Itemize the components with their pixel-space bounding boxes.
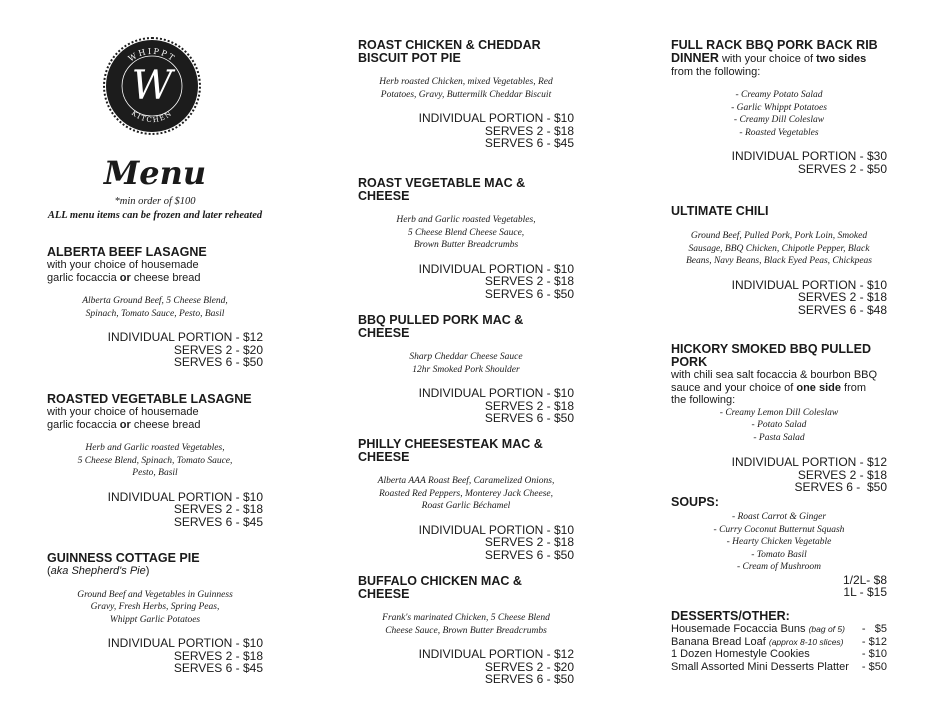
item-description: Frank's marinated Chicken, 5 Cheese Blend Cheese Sauce, Brown Butter Breadcrumbs (382, 613, 550, 636)
menu-item-hickory-pork (671, 343, 887, 494)
item-description: Ground Beef, Pulled Pork, Pork Loin, Smoked Sausage, BBQ Chicken, Chipotle Pepper, Black Beans, Navy Beans, Black Eyed Peas, Chickpeas (686, 231, 872, 266)
min-order-note: *min order of $100 (114, 196, 196, 207)
menu-item-buffalo-mac (358, 575, 574, 686)
item-prices: INDIVIDUAL PORTION - $10 SERVES 2 - $18 SERVES 6 - $48 (731, 277, 887, 317)
item-description: Alberta AAA Roast Beef, Caramelized Onions, Roasted Red Peppers, Monterey Jack Cheese, Roast Garlic Béchamel (377, 476, 555, 511)
soups-list: - Roast Carrot & Ginger - Curry Coconut Butternut Squash - Hearty Chicken Vegetable - Tomato Basil - Cream of Mushroom (713, 512, 845, 572)
soups-section (671, 496, 887, 599)
item-prices: INDIVIDUAL PORTION - $10 SERVES 2 - $18 SERVES 6 - $50 (418, 386, 574, 425)
item-prices: INDIVIDUAL PORTION - $30 SERVES 2 - $50 (731, 149, 887, 176)
item-prices: INDIVIDUAL PORTION - $10 SERVES 2 - $18 SERVES 6 - $45 (107, 636, 263, 675)
item-title: ROASTED VEGETABLE LASAGNE (47, 392, 252, 406)
menu-item-roasted-veg-lasagne (47, 393, 263, 528)
sides-list: - Creamy Lemon Dill Coleslaw - Potato Salad - Pasta Salad (719, 407, 839, 443)
logo-graphic (108, 42, 196, 130)
menu-item-chicken-pot-pie (358, 39, 574, 150)
menu-title: Menu (103, 154, 207, 192)
item-description: Sharp Cheddar Cheese Sauce 12hr Smoked Pork Shoulder (409, 352, 523, 375)
item-title: PHILLY CHEESESTEAK MAC & CHEESE (358, 437, 543, 464)
menu-item-bbq-pork-mac (358, 314, 574, 425)
item-description: Herb and Garlic roasted Vegetables, 5 Cheese Blend, Spinach, Tomato Sauce, Pesto, Basil (77, 443, 233, 478)
menu-item-cottage-pie (47, 552, 263, 675)
item-prices: INDIVIDUAL PORTION - $12 SERVES 2 - $20 SERVES 6 - $50 (418, 647, 574, 686)
soup-prices: 1/2L- $8 1L - $15 (842, 572, 887, 599)
logo-top-text: WHIPPT (126, 46, 178, 64)
item-description: Alberta Ground Beef, 5 Cheese Blend, Spinach, Tomato Sauce, Pesto, Basil (82, 296, 228, 319)
item-title: FULL RACK BBQ PORK BACK RIB (671, 38, 878, 52)
item-subtitle: garlic focaccia or cheese bread (47, 271, 201, 284)
item-title: ROAST CHICKEN & CHEDDAR (358, 38, 541, 52)
item-title: BUFFALO CHICKEN MAC & CHEESE (358, 574, 522, 601)
menu-item-roast-veg-mac (358, 177, 574, 300)
item-prices: INDIVIDUAL PORTION - $10 SERVES 2 - $18 SERVES 6 - $45 (107, 489, 263, 529)
dessert-row: Banana Bread Loaf (approx 8-10 slices) - $12 (671, 635, 887, 648)
item-prices: INDIVIDUAL PORTION - $10 SERVES 2 - $18 SERVES 6 - $45 (418, 111, 574, 150)
item-description: Ground Beef and Vegetables in Guinness Gravy, Fresh Herbs, Spring Peas, Whippt Garlic Potatoes (77, 589, 233, 625)
item-description: Herb and Garlic roasted Vegetables, 5 Cheese Blend Cheese Sauce, Brown Butter Breadcrumbs (396, 215, 536, 250)
sides-list: - Creamy Potato Salad - Garlic Whippt Potatoes - Creamy Dill Coleslaw - Roasted Vegetables (731, 90, 827, 138)
dessert-row: Small Assorted Mini Desserts Platter - $50 (671, 660, 887, 673)
menu-item-philly-mac (358, 438, 574, 561)
whippt-kitchen-logo (108, 42, 196, 130)
item-prices: INDIVIDUAL PORTION - $10 SERVES 2 - $18 SERVES 6 - $50 (418, 261, 574, 301)
item-title: ALBERTA BEEF LASAGNE (47, 245, 207, 259)
item-prices: INDIVIDUAL PORTION - $12 SERVES 2 - $20 SERVES 6 - $50 (107, 330, 263, 369)
item-description: Herb roasted Chicken, mixed Vegetables, Red Potatoes, Gravy, Buttermilk Cheddar Biscuit (379, 77, 553, 100)
logo-letter: W (131, 63, 173, 109)
item-title: HICKORY SMOKED BBQ PULLED PORK (671, 342, 872, 369)
svg-text:WHIPPT (127, 47, 178, 64)
menu-item-chili (671, 205, 887, 316)
item-subtitle: garlic focaccia or cheese bread (47, 418, 201, 431)
item-subtitle: DINNER with your choice of two sides (671, 51, 867, 65)
item-subtitle: the following: (671, 394, 736, 406)
frozen-note: ALL menu items can be frozen and later reheated (47, 210, 263, 221)
desserts-section (671, 610, 887, 673)
item-subtitle: with chili sea salt focaccia & bourbon BBQ (671, 369, 878, 381)
item-title: BISCUIT POT PIE (358, 51, 461, 65)
item-prices: INDIVIDUAL PORTION - $12 SERVES 2 - $18 SERVES 6 - $50 (731, 455, 887, 494)
item-subtitle: from the following: (671, 65, 761, 78)
dessert-row: Housemade Focaccia Buns (bag of 5) - $5 (671, 623, 887, 635)
section-title: DESSERTS/OTHER: (671, 609, 790, 623)
item-subtitle: sauce and your choice of one side from (671, 381, 867, 394)
svg-text:KITCHEN (130, 109, 174, 124)
item-title: ROAST VEGETABLE MAC & CHEESE (358, 176, 526, 203)
item-title: GUINNESS COTTAGE PIE (47, 551, 200, 565)
item-subtitle: with your choice of housemade (47, 406, 199, 418)
item-subtitle: (aka Shepherd's Pie) (47, 565, 150, 577)
item-prices: INDIVIDUAL PORTION - $10 SERVES 2 - $18 SERVES 6 - $50 (418, 522, 574, 562)
menu-item-pork-ribs (671, 39, 887, 175)
logo-bottom-text: KITCHEN (129, 108, 175, 125)
item-subtitle: with your choice of housemade (47, 259, 199, 271)
section-title: SOUPS: (671, 495, 719, 509)
menu-item-alberta-lasagne (47, 246, 263, 369)
item-title: ULTIMATE CHILI (671, 204, 769, 218)
item-title: BBQ PULLED PORK MAC & CHEESE (358, 313, 524, 340)
dessert-row: 1 Dozen Homestyle Cookies - $10 (671, 648, 887, 660)
